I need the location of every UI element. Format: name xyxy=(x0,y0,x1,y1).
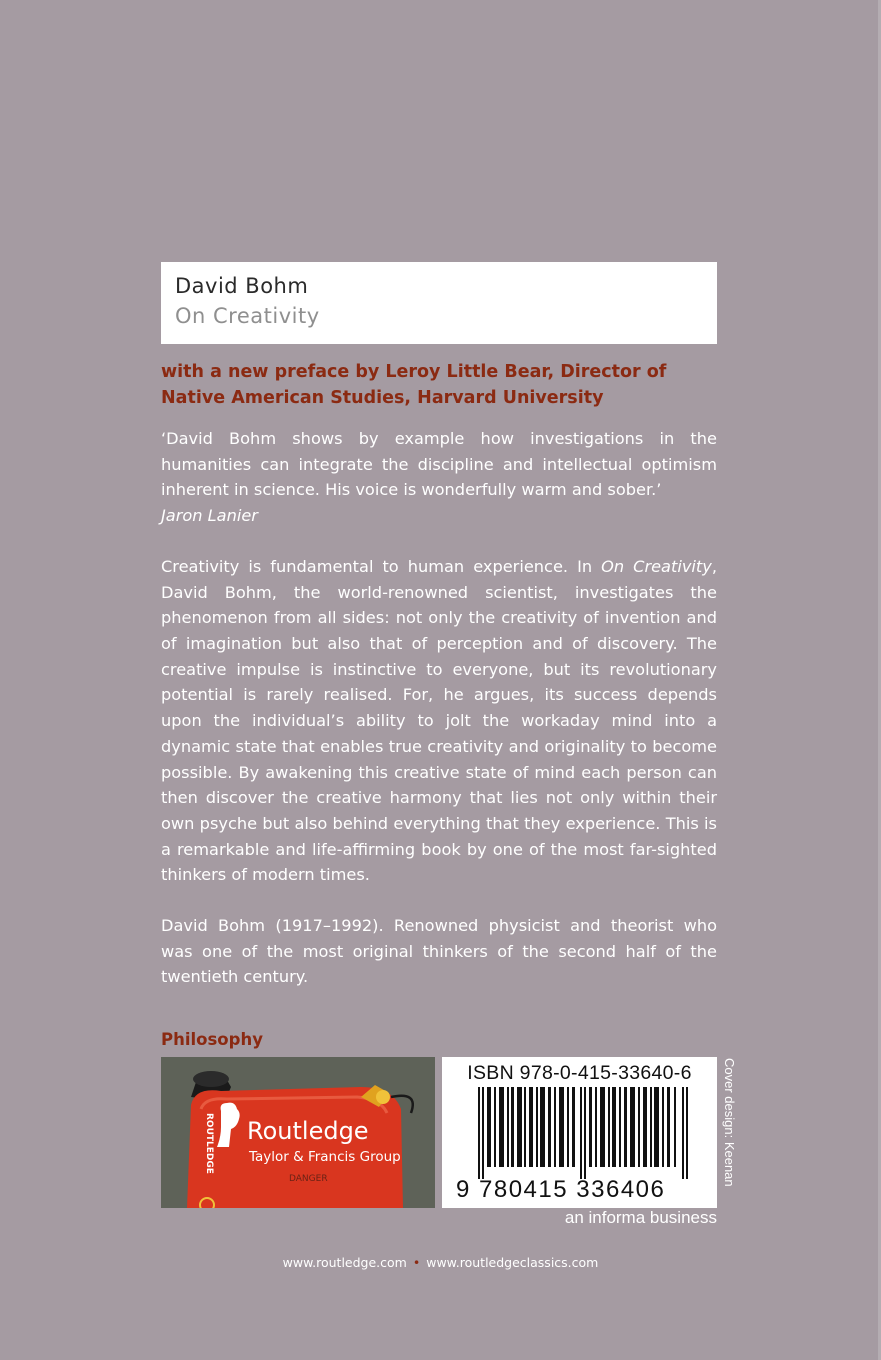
description-line: possible. By awakening this creative state of mind each person can xyxy=(161,762,717,782)
description-line: upon the individual’s ability to jolt the workaday mind into a xyxy=(161,711,717,731)
description-line: own psyche but also behind everything that they experience. This is xyxy=(161,813,717,833)
category-label: Philosophy xyxy=(161,1030,263,1049)
publisher-logo-image xyxy=(161,1057,435,1208)
description-line: potential is rarely realised. For, he argues, its success depends xyxy=(161,685,717,705)
title-box xyxy=(161,262,717,344)
quote-attribution: Jaron Lanier xyxy=(161,506,258,525)
quote-line: humanities can integrate the discipline and intellectual optimism xyxy=(161,454,717,474)
description-punct: , xyxy=(711,557,717,576)
description-line: then discover the creative harmony that lies not only within their xyxy=(161,788,717,808)
description-line: thinkers of modern times. xyxy=(161,865,370,885)
author-bio xyxy=(161,913,717,990)
description-title-italic: On Creativity xyxy=(601,557,712,576)
bio-line: David Bohm (1917–1992). Renowned physicist and theorist who xyxy=(161,916,717,935)
quote-line: ‘David Bohm shows by example how investigations in the xyxy=(161,429,717,448)
description-line: creative impulse is instinctive to everyone, but its revolutionary xyxy=(161,659,717,679)
quote-line: inherent in science. His voice is wonderfully warm and sober.’ xyxy=(161,480,662,500)
description-line xyxy=(161,554,717,580)
description-line: of imagination but also that of perception and of discovery. The xyxy=(161,634,717,654)
informa-tagline: an informa business xyxy=(564,1208,717,1227)
url-routledge[interactable]: www.routledge.com xyxy=(282,1255,407,1270)
bullet-icon: • xyxy=(412,1255,421,1270)
publisher-name: Routledge xyxy=(247,1117,369,1145)
bio-line: was one of the most original thinkers of the second half of the xyxy=(161,941,717,961)
barcode-icon xyxy=(478,1087,692,1179)
can-label-text: DANGER xyxy=(289,1174,328,1184)
description-line: a remarkable and life-affirming book by one of the most far-sighted xyxy=(161,839,717,859)
fuel-can-icon xyxy=(161,1057,435,1208)
barcode-number: 9 780415 336406 xyxy=(456,1176,666,1203)
preface-note xyxy=(161,359,717,411)
url-routledge-classics[interactable]: www.routledgeclassics.com xyxy=(426,1255,599,1270)
description-line: phenomenon from all sides: not only the creativity of invention and xyxy=(161,608,717,628)
footer-urls xyxy=(0,1255,881,1270)
logo-side-text: ROUTLEDGE xyxy=(204,1113,214,1174)
preface-line: Native American Studies, Harvard University xyxy=(161,388,604,408)
isbn-label: ISBN 978-0-415-33640-6 xyxy=(467,1062,692,1084)
book-description xyxy=(161,554,717,888)
barcode-panel xyxy=(442,1057,717,1208)
book-title: On Creativity xyxy=(175,304,320,328)
description-line: dynamic state that enables true creativity and originality to become xyxy=(161,736,717,756)
description-text: Creativity is fundamental to human experience. In xyxy=(161,557,593,576)
author-name: David Bohm xyxy=(175,274,309,298)
endorsement-quote xyxy=(161,426,717,503)
description-line: David Bohm, the world-renowned scientist, investigates the xyxy=(161,582,717,602)
bio-line: twentieth century. xyxy=(161,967,309,987)
publisher-group: Taylor & Francis Group xyxy=(249,1149,401,1165)
cover-design-credit: Cover design: Keenan xyxy=(722,1058,737,1187)
preface-line: with a new preface by Leroy Little Bear, Director of xyxy=(161,362,667,382)
